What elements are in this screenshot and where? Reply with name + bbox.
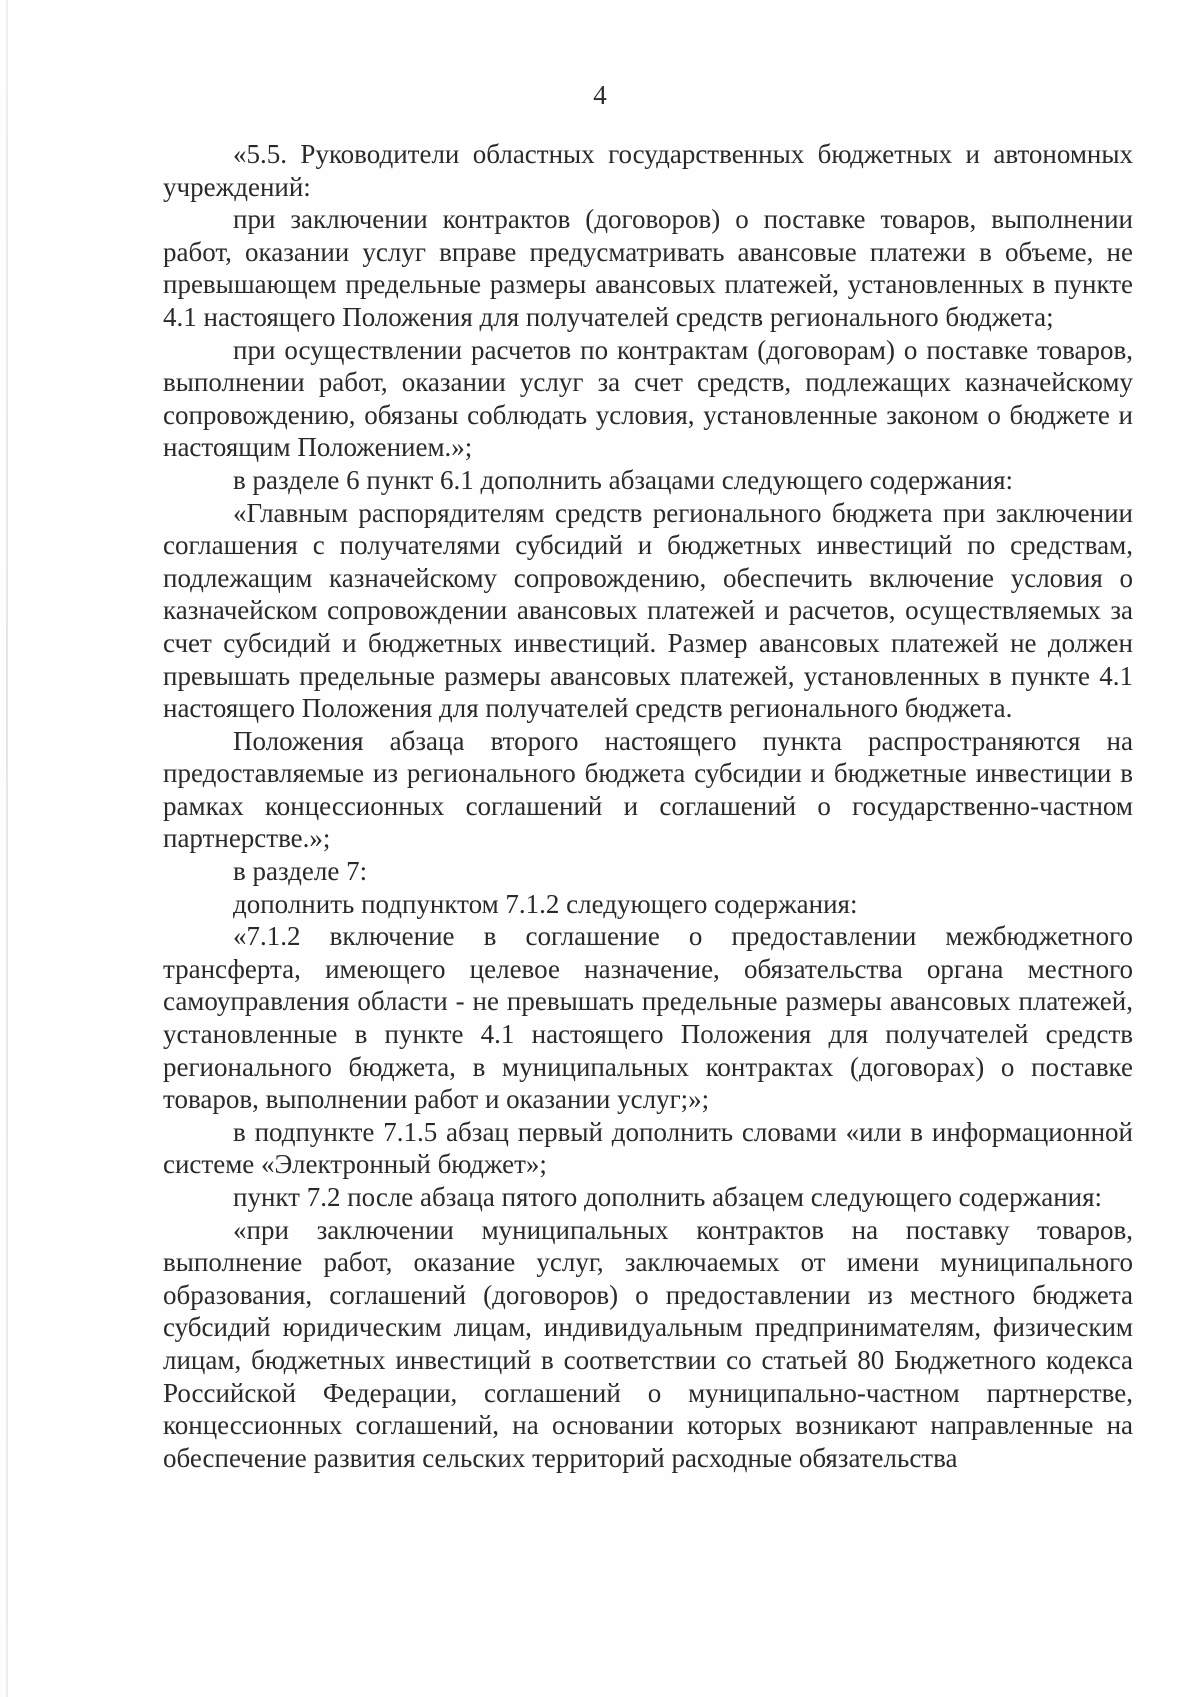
paragraph-7-1-2-text: «7.1.2 включение в соглашение о предоставлении межбюджетного трансферта, имеющего целевое назначение, обязательства органа местного самоуправления области - не превышать предельные размеры авансовых платежей, установленные в пункте 4.1 настоящего Положения для получателей средств регионального бюджета, в муниципальных контрактах (договорах) о поставке товаров, выполнении работ и оказании услуг;»;: [163, 921, 1133, 1115]
paragraph-7-2-intro: пункт 7.2 после абзаца пятого дополнить абзацем следующего содержания:: [233, 1182, 1103, 1212]
paragraph-contracts-advance: при заключении контрактов (договоров) о поставке товаров, выполнении работ, оказании услуг вправе предусматривать авансовые платежи в объеме, не превышающем предельные размеры авансовых платежей, установленных в пункте 4.1 настоящего Положения для получателей средств регионального бюджета;: [163, 204, 1133, 332]
document-body: [163, 138, 1133, 1474]
paragraph-5-5-heading: «5.5. Руководители областных государственных бюджетных и автономных учреждений:: [163, 139, 1133, 202]
paragraph-treasury-settlements: при осуществлении расчетов по контрактам (договорам) о поставке товаров, выполнении работ, оказании услуг за счет средств, подлежащих казначейскому сопровождению, обязаны соблюдать условия, установленные законом о бюджете и настоящим Положением.»;: [163, 334, 1133, 463]
paragraph-provisions-apply: Положения абзаца второго настоящего пункта распространяются на предоставляемые из регионального бюджета субсидии и бюджетные инвестиции в рамках концессионных соглашений и соглашений о государственно-частном партнерстве.»;: [163, 725, 1133, 854]
paragraph-add-7-1-2: дополнить подпунктом 7.1.2 следующего содержания:: [233, 888, 858, 919]
paragraph-section-6-intro: в разделе 6 пункт 6.1 дополнить абзацами следующего содержания:: [233, 464, 1014, 495]
paragraph-main-managers: «Главным распорядителям средств регионального бюджета при заключении соглашения с получателями субсидий и бюджетных инвестиций по средствам, подлежащим казначейскому сопровождению, обеспечить включение условия о казначейском сопровождении авансовых платежей и расчетов, осуществляемых за счет субсидий и бюджетных инвестиций. Размер авансовых платежей не должен превышать предельные размеры авансовых платежей, установленных в пункте 4.1 настоящего Положения для получателей средств регионального бюджета.: [163, 497, 1133, 724]
paragraph-7-1-5: в подпункте 7.1.5 абзац первый дополнить словами «или в информационной системе «Электронный бюджет»;: [163, 1116, 1133, 1180]
page-number: 4: [593, 80, 607, 110]
paragraph-municipal-contracts: «при заключении муниципальных контрактов на поставку товаров, выполнение работ, оказание услуг, заключаемых от имени муниципального образования, соглашений (договоров) о предоставлении из местного бюджета субсидий юридическим лицам, индивидуальным предпринимателям, физическим лицам, бюджетных инвестиций в соответствии со статьей 80 Бюджетного кодекса Российской Федерации, соглашений о муниципально-частном партнерстве, концессионных соглашений, на основании которых возникают направленные на обеспечение развития сельских территорий расходные обязательства: [163, 1214, 1133, 1473]
paragraph-section-7: в разделе 7:: [233, 856, 368, 887]
scan-edge-shadow: [6, 0, 8, 1697]
